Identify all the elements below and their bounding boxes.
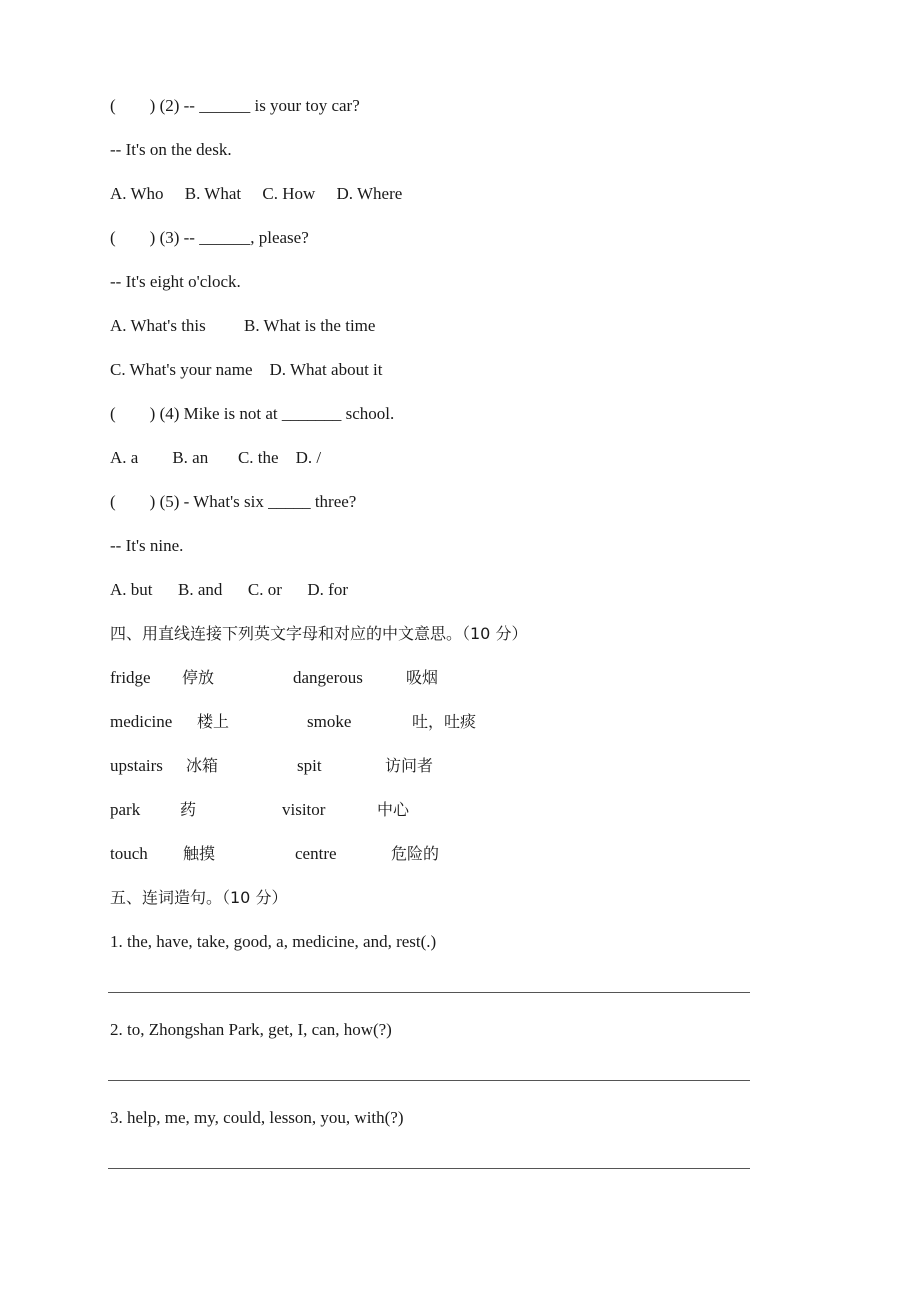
answer-line-3[interactable] bbox=[108, 1168, 750, 1169]
answer-line-2[interactable] bbox=[108, 1080, 750, 1081]
question-5-reply: -- It's nine. bbox=[110, 536, 184, 555]
match-zh-left: 触摸 bbox=[183, 844, 216, 863]
sentence-3-prompt: 3. help, me, my, could, lesson, you, with(?) bbox=[110, 1108, 404, 1127]
match-en-right: dangerous bbox=[293, 668, 363, 687]
question-3-options-cd: C. What's your name D. What about it bbox=[110, 360, 383, 379]
match-en-left: fridge bbox=[110, 668, 151, 687]
match-en-left: park bbox=[110, 800, 141, 819]
sentence-1-prompt: 1. the, have, take, good, a, medicine, and, rest(.) bbox=[110, 932, 437, 951]
question-3-reply: -- It's eight o'clock. bbox=[110, 272, 241, 291]
question-3-stem: ( ) (3) -- ______, please? bbox=[110, 228, 309, 247]
question-2-stem: ( ) (2) -- ______ is your toy car? bbox=[110, 96, 360, 115]
question-2-options: A. Who B. What C. How D. Where bbox=[110, 184, 403, 203]
answer-line-1[interactable] bbox=[108, 992, 750, 993]
question-3-options-ab: A. What's this B. What is the time bbox=[110, 316, 376, 335]
match-zh-left: 药 bbox=[180, 800, 197, 819]
match-zh-right: 危险的 bbox=[391, 844, 440, 863]
match-en-right: centre bbox=[295, 844, 337, 863]
question-5-stem: ( ) (5) - What's six _____ three? bbox=[110, 492, 357, 511]
match-zh-right: 吐，吐痰 bbox=[412, 712, 477, 731]
match-zh-right: 吸烟 bbox=[406, 668, 439, 687]
match-zh-left: 停放 bbox=[182, 668, 215, 687]
match-zh-right: 访问者 bbox=[385, 756, 434, 775]
section-4-heading: 四、用直线连接下列英文字母和对应的中文意思。（10 分） bbox=[110, 624, 528, 643]
match-en-left: upstairs bbox=[110, 756, 163, 775]
question-4-stem: ( ) (4) Mike is not at _______ school. bbox=[110, 404, 395, 423]
question-4-options: A. a B. an C. the D. / bbox=[110, 448, 322, 467]
match-en-right: smoke bbox=[307, 712, 352, 731]
match-zh-right: 中心 bbox=[377, 800, 410, 819]
sentence-2-prompt: 2. to, Zhongshan Park, get, I, can, how(?) bbox=[110, 1020, 392, 1039]
question-5-options: A. but B. and C. or D. for bbox=[110, 580, 348, 599]
match-zh-left: 楼上 bbox=[197, 712, 230, 731]
match-zh-left: 冰箱 bbox=[186, 756, 219, 775]
match-en-right: spit bbox=[297, 756, 322, 775]
question-2-reply: -- It's on the desk. bbox=[110, 140, 232, 159]
match-en-right: visitor bbox=[282, 800, 326, 819]
section-5-heading: 五、连词造句。（10 分） bbox=[110, 888, 288, 907]
match-en-left: touch bbox=[110, 844, 148, 863]
match-en-left: medicine bbox=[110, 712, 173, 731]
